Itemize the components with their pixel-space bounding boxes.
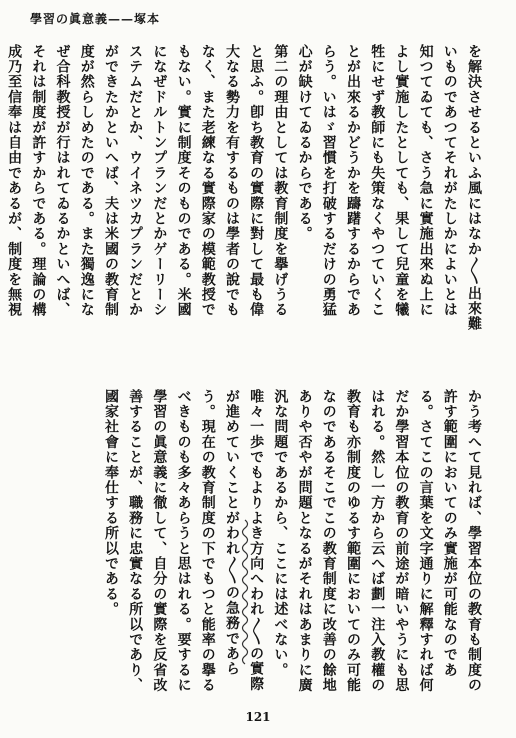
running-header: 學習の眞意義——塚本 xyxy=(30,12,161,26)
page-number: 121 xyxy=(245,710,271,724)
paragraph: かう考へて見れば、學習本位の教育も制度の許す範圍においてのみ實施が可能なのである。さてこの言葉を文字通りに解釋すれば何だか學習本位の教育の前途が暗いやうにも思はれる。然し一方から云へば劃一注入教權の教育も亦制度のゆるす範圍においてのみ可能なのであるそこでこの教育制度に改善の餘地ありや否やが問題となるがそれはあまりに廣汎な問題であるから、ここには述べない。唯々一歩でもよりよき方向へわれ〳〵の實際が進めていくことがわれ〳〵の急務であらう。現在の教育制度の下でもつと能率の擧るべきものも多々あらうと思はれる。要するに學習の眞意義に徹して、自分の實際を反省改善することが、職務に忠實なる所以であり、國家社會に奉仕する所以である。 xyxy=(102,389,482,693)
paragraph: を解決させるといふ風にはなか〳〵出來難いものであつてそれがたしかによいとは知つてゐても、さう急に實施出來ぬ上によし實施したとしても、果して兒童を犧牲にせず教師にも失策なくやつていくことが出來るかどうかを躊躇するからであらう。いはゞ習慣を打破するだけの勇猛心が缺けてゐるからである。 xyxy=(296,44,482,332)
paragraph: 第二の理由としては教育制度を擧げうると思ふ。卽ち教育の實際に對して最も偉大なる勢力を有するものは學者の說でもなく、また老練なる實際家の模範教授でもない。實に制度そのものである。米國になぜドルトンプランだとかゲーリーシステムだとか、ウイネツカプランだとかができたかといへば、夫は米國の教育制度が然らしめたのである。また獨逸になぜ合科教授が行はれてゐるかといへば、それは制度が許すからである。理論の構成乃至信奉は自由であるが、制度を無視 xyxy=(6,44,289,318)
wavy-divider-ornament xyxy=(238,520,252,670)
lower-text-block xyxy=(102,389,486,693)
upper-text-block xyxy=(6,44,486,332)
